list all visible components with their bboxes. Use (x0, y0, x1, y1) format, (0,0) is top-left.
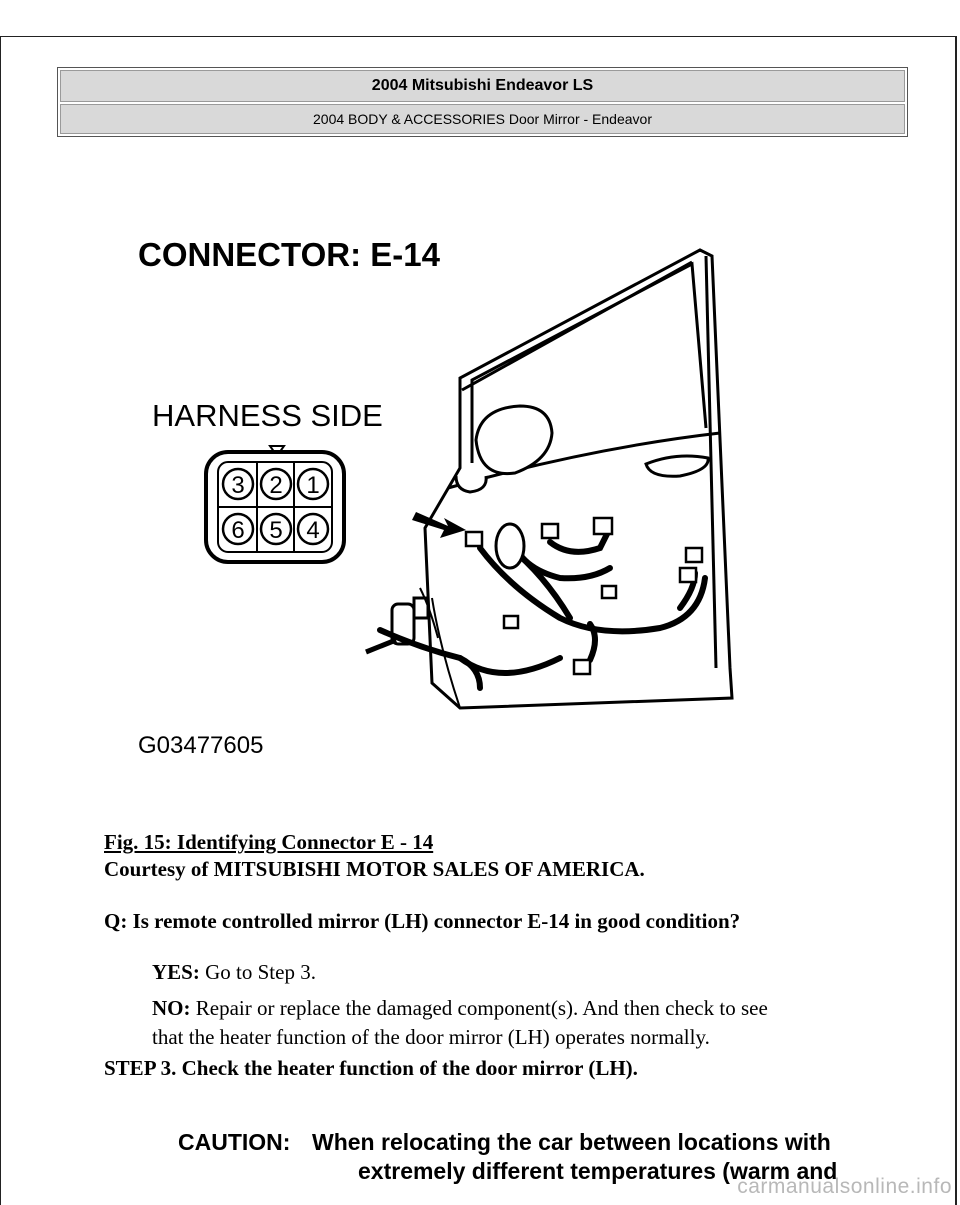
caution-line: extremely different temperatures (warm and (358, 1158, 838, 1184)
answer-yes-label: YES: (152, 960, 200, 984)
pin-label: 2 (269, 472, 283, 499)
pin-label: 5 (269, 517, 283, 544)
answer-yes (152, 958, 316, 987)
connector-figure (120, 228, 740, 773)
document-header (57, 67, 908, 137)
answer-no-text: Repair or replace the damaged component(s). And then check to see (190, 996, 768, 1020)
caution-line: When relocating the car between locations with (312, 1129, 831, 1155)
answer-no (152, 994, 768, 1023)
pin-label: 4 (306, 517, 320, 544)
header-title: 2004 Mitsubishi Endeavor LS (60, 70, 905, 102)
caution-label: CAUTION: (178, 1129, 291, 1155)
pointer-arrow-icon (412, 512, 466, 538)
watermark: carmanualsonline.info (737, 1175, 952, 1198)
pin-label: 1 (306, 472, 320, 499)
header-subtitle: 2004 BODY & ACCESSORIES Door Mirror - Endeavor (60, 104, 905, 134)
figure-caption-title: Fig. 15: Identifying Connector E - 14 (104, 830, 434, 854)
pin-label: 3 (231, 472, 245, 499)
harness-side-label: HARNESS SIDE (152, 398, 383, 433)
step-heading: STEP 3. Check the heater function of the door mirror (LH). (104, 1056, 638, 1080)
door-outline-icon (420, 250, 732, 708)
grommet-icon (496, 524, 524, 568)
connector-face-icon (206, 446, 344, 562)
connector-title: CONNECTOR: E-14 (138, 236, 440, 273)
door-harness-illustration (120, 228, 740, 773)
figure-code: G03477605 (138, 732, 264, 759)
question-text: Q: Is remote controlled mirror (LH) connector E-14 in good condition? (104, 909, 741, 933)
pin-label: 6 (231, 517, 245, 544)
answer-yes-text: Go to Step 3. (199, 960, 316, 984)
answer-no-label: NO: (152, 996, 191, 1020)
figure-caption-courtesy: Courtesy of MITSUBISHI MOTOR SALES OF AMERICA. (104, 857, 645, 881)
answer-no-continued: that the heater function of the door mirror (LH) operates normally. (152, 1025, 710, 1049)
